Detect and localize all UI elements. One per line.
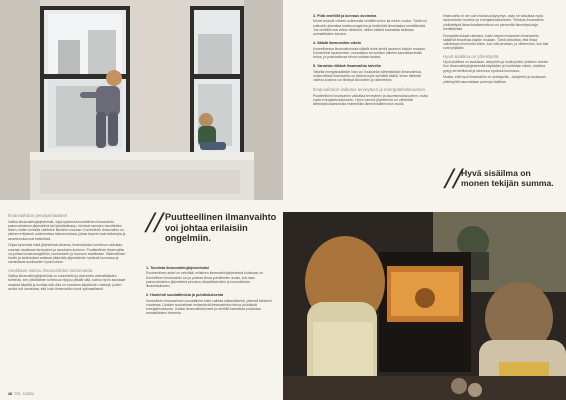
numbered-item-heading: 2. Huolehdi suodattimista ja puhdistuksesta	[146, 293, 224, 298]
numbered-item-heading: 1. Tunnista ilmanvaihtojärjestelmäsi	[146, 266, 210, 270]
left-text-column	[8, 213, 128, 294]
section2-heading: Asukkaan vastuu ilmanvaihdon toiminnasta	[8, 267, 93, 273]
right-pull-quote: Hyvä sisäilma on monen tekijän summa.	[461, 168, 554, 188]
section2-paragraph: Vaikka ilmanvaihtojärjestelmä on suunniteltu ja asennettu ammattilaisten toimesta, sen päivittäinen toimivuus riippuu pitkälti siitä, kuinka hyvin asukkaat osaavat käyttää ja huoltaa sitä. Alla on muutama käytännön vinkkejä, joiden avulla voit varmistaa, että koko ilmanvaihto toimii optimaalisesti.	[8, 274, 126, 291]
numbered-item-text: Koneellisessa ilmanvaihdossa säädöt tulee tehdä asunnon käytön mukaan. Esimerkiksi saunomisen, ruoanlaiton tai suihkun jälkeen kannattaa lisätä tehoa, ja poissaollessa tehoa voidaan laskea.	[313, 46, 426, 59]
page-folio	[8, 392, 34, 396]
mid-heading: Ilmanvaihdon vaikutus terveyteen ja energiatehokkuuteen	[313, 87, 426, 93]
numbered-item	[313, 64, 431, 82]
numbered-item-heading: 3. Pidä venttiilit ja korvaus avoimina	[313, 14, 377, 18]
numbered-item	[313, 14, 431, 36]
col2-paragraph: Hyvä sisäilma on asukkaan, taloyhtiön ja huoltoyhtiön yhteinen tavoite. Kun ilmanvaihtojärjestelmää käytetään ja huolletaan oikein, sisäilma pysyy terveellisenä ja rakennus hyvässä kunnossa.	[443, 60, 549, 73]
numbered-item-text: Talvella energiansäästön halu voi houkutella vähentämään ilmanvaihtoa, mutta riittävä ilmanvaihto on tärkeä myös kylmällä säällä. Ilman riittävää vaihtoa kosteus voi tiivistyä ikkunoihin ja rakenteisiin.	[313, 69, 422, 82]
intro-paragraph: Ohjaa kyseessä mikä järjestelmä tahansa, ilmanvaihdon toimivuus vaikuttaa suoraan asukkaan terveyteen ja asuntojen kuntoon. Puutteellinen ilmanvaihto voi johtaa kosteusongelmiin, homeeseen ja huonoon sisäilmaan. Säännöllinen huolto ja tarkistukset auttavat pitämään järjestelmän hyvässä kunnossa ja varmistavat asukkaiden hyvinvoinnin.	[8, 243, 126, 265]
page-number: 28	[8, 392, 12, 396]
col2-paragraph: Energiatehokkaat ratkaisut, kuten tarpeenmukainen ilmanvaihto, säätävät ilmavirtaa käytön mukaan. Tämä tarkoittaa, että ilmaa vaihdetaan enemmän silloin, kun sitä tarvitaan, ja vähemmän, kun tilat ovat tyhjillään.	[443, 33, 549, 51]
window-photo	[0, 0, 283, 200]
col2-paragraph: Ilmanvaihto ei ole vain mukavuuskysymys, vaan se vaikuttaa myös rakennuksen kuntoon ja energiankulutukseen. Tehokas ilmanvaihto yhdistettynä lämmöntalteenottoon voi pienentää lämmityskuluja merkittävästi.	[443, 14, 544, 31]
numbered-item	[313, 41, 431, 59]
numbered-item-text: Ensimmäinen askel on selvittää, millainen ilmanvaihtojärjestelmä kodissasi on. Koneellinen ilmanvaihto tuo ja poistaa ilmaa puhaltimien avulla, kun taas painovoimainen järjestelmä perustuu lämpötilaeroihin ja luonnolliseen ilmavirtaukseen.	[146, 271, 264, 288]
left-numbered-column	[146, 266, 274, 321]
numbered-item	[146, 293, 274, 315]
baking-photo	[283, 212, 566, 400]
col2-heading: Hyvä sisäilma on yhteistyötä	[443, 53, 499, 59]
numbered-item-text: Koneellisen ilmanvaihdon suodattimet tulee vaihtaa säännöllisesti, yleensä kahdesti vuodessa. Likaiset suodattimet heikentävät ilmanvaihdon tehoa ja lisäävät energiankulutusta. Lisäksi ilmanvaihtokoneet ja venttiilit kannattaa puhdistaa ammattilaisen toimesta.	[146, 298, 272, 316]
right-second-column	[443, 14, 551, 87]
intro-paragraph: Vaikka ilmanvaihtojärjestelmät, olipa kyseessä koneellinen ilmanvaihto, painovoimainen järjestelmä tai hybridiratkaisu, toimivat samojen tavoitteiden eteen, niiden toiminta vaihtelee tilanteen mukaan. Koneellinen ilmanvaihto on yleinen erityisesti uudemmissa rakennuksissa, joissa tarpeet ovat tarkempia ja asumismukavuus keskiössä.	[8, 219, 126, 241]
left-pull-quote: Puutteellinen ilmanvaihto voi johtaa erilaisiin ongelmiin.	[165, 212, 277, 243]
issue-number: 1/2024	[22, 392, 34, 396]
mid-text: Puutteellinen ilmanvaihto vaikuttaa terveyteen ja asumismukavuuteen, mutta myös energiankulutukseen. Hyvin toimiva järjestelmä voi vähentää lämmityskustannuksia esimerkiksi lämmöntalteenoton avulla.	[313, 93, 428, 107]
numbered-item	[146, 266, 274, 288]
right-numbered-column	[313, 14, 431, 107]
intro-heading: Ilmanvaihdon perusperiaatteet	[8, 213, 68, 218]
quote-mark-icon: //	[146, 206, 163, 239]
quote-mark-icon: //	[445, 162, 462, 195]
magazine-name: TÖL	[14, 392, 21, 396]
numbered-item-heading: 5. Varmista riittävä ilmanvaihto talvella	[313, 64, 381, 69]
col2-paragraph: Muista, että hyvä ilmanvaihto on yhteispeliä – taloyhtiön ja asukkaan yhteistyöllä saavutetaan parempi sisäilma.	[443, 75, 546, 84]
right-page	[283, 0, 566, 400]
numbered-item-heading: 4. Säädä ilmanvaihto oikein	[313, 41, 362, 46]
numbered-item-text: Monet tekevät virheen sulkemalla venttiilit vedon tai melun vuoksi. Tämä voi kuitenkin aiheuttaa kosteusongelmia ja heikentää ilmanlaatua merkittävästi. Jos venttiilit ovat vedon lähteenä, niiden säätöä kannattaa tarkistaa ammattilaisen kanssa.	[313, 19, 427, 36]
